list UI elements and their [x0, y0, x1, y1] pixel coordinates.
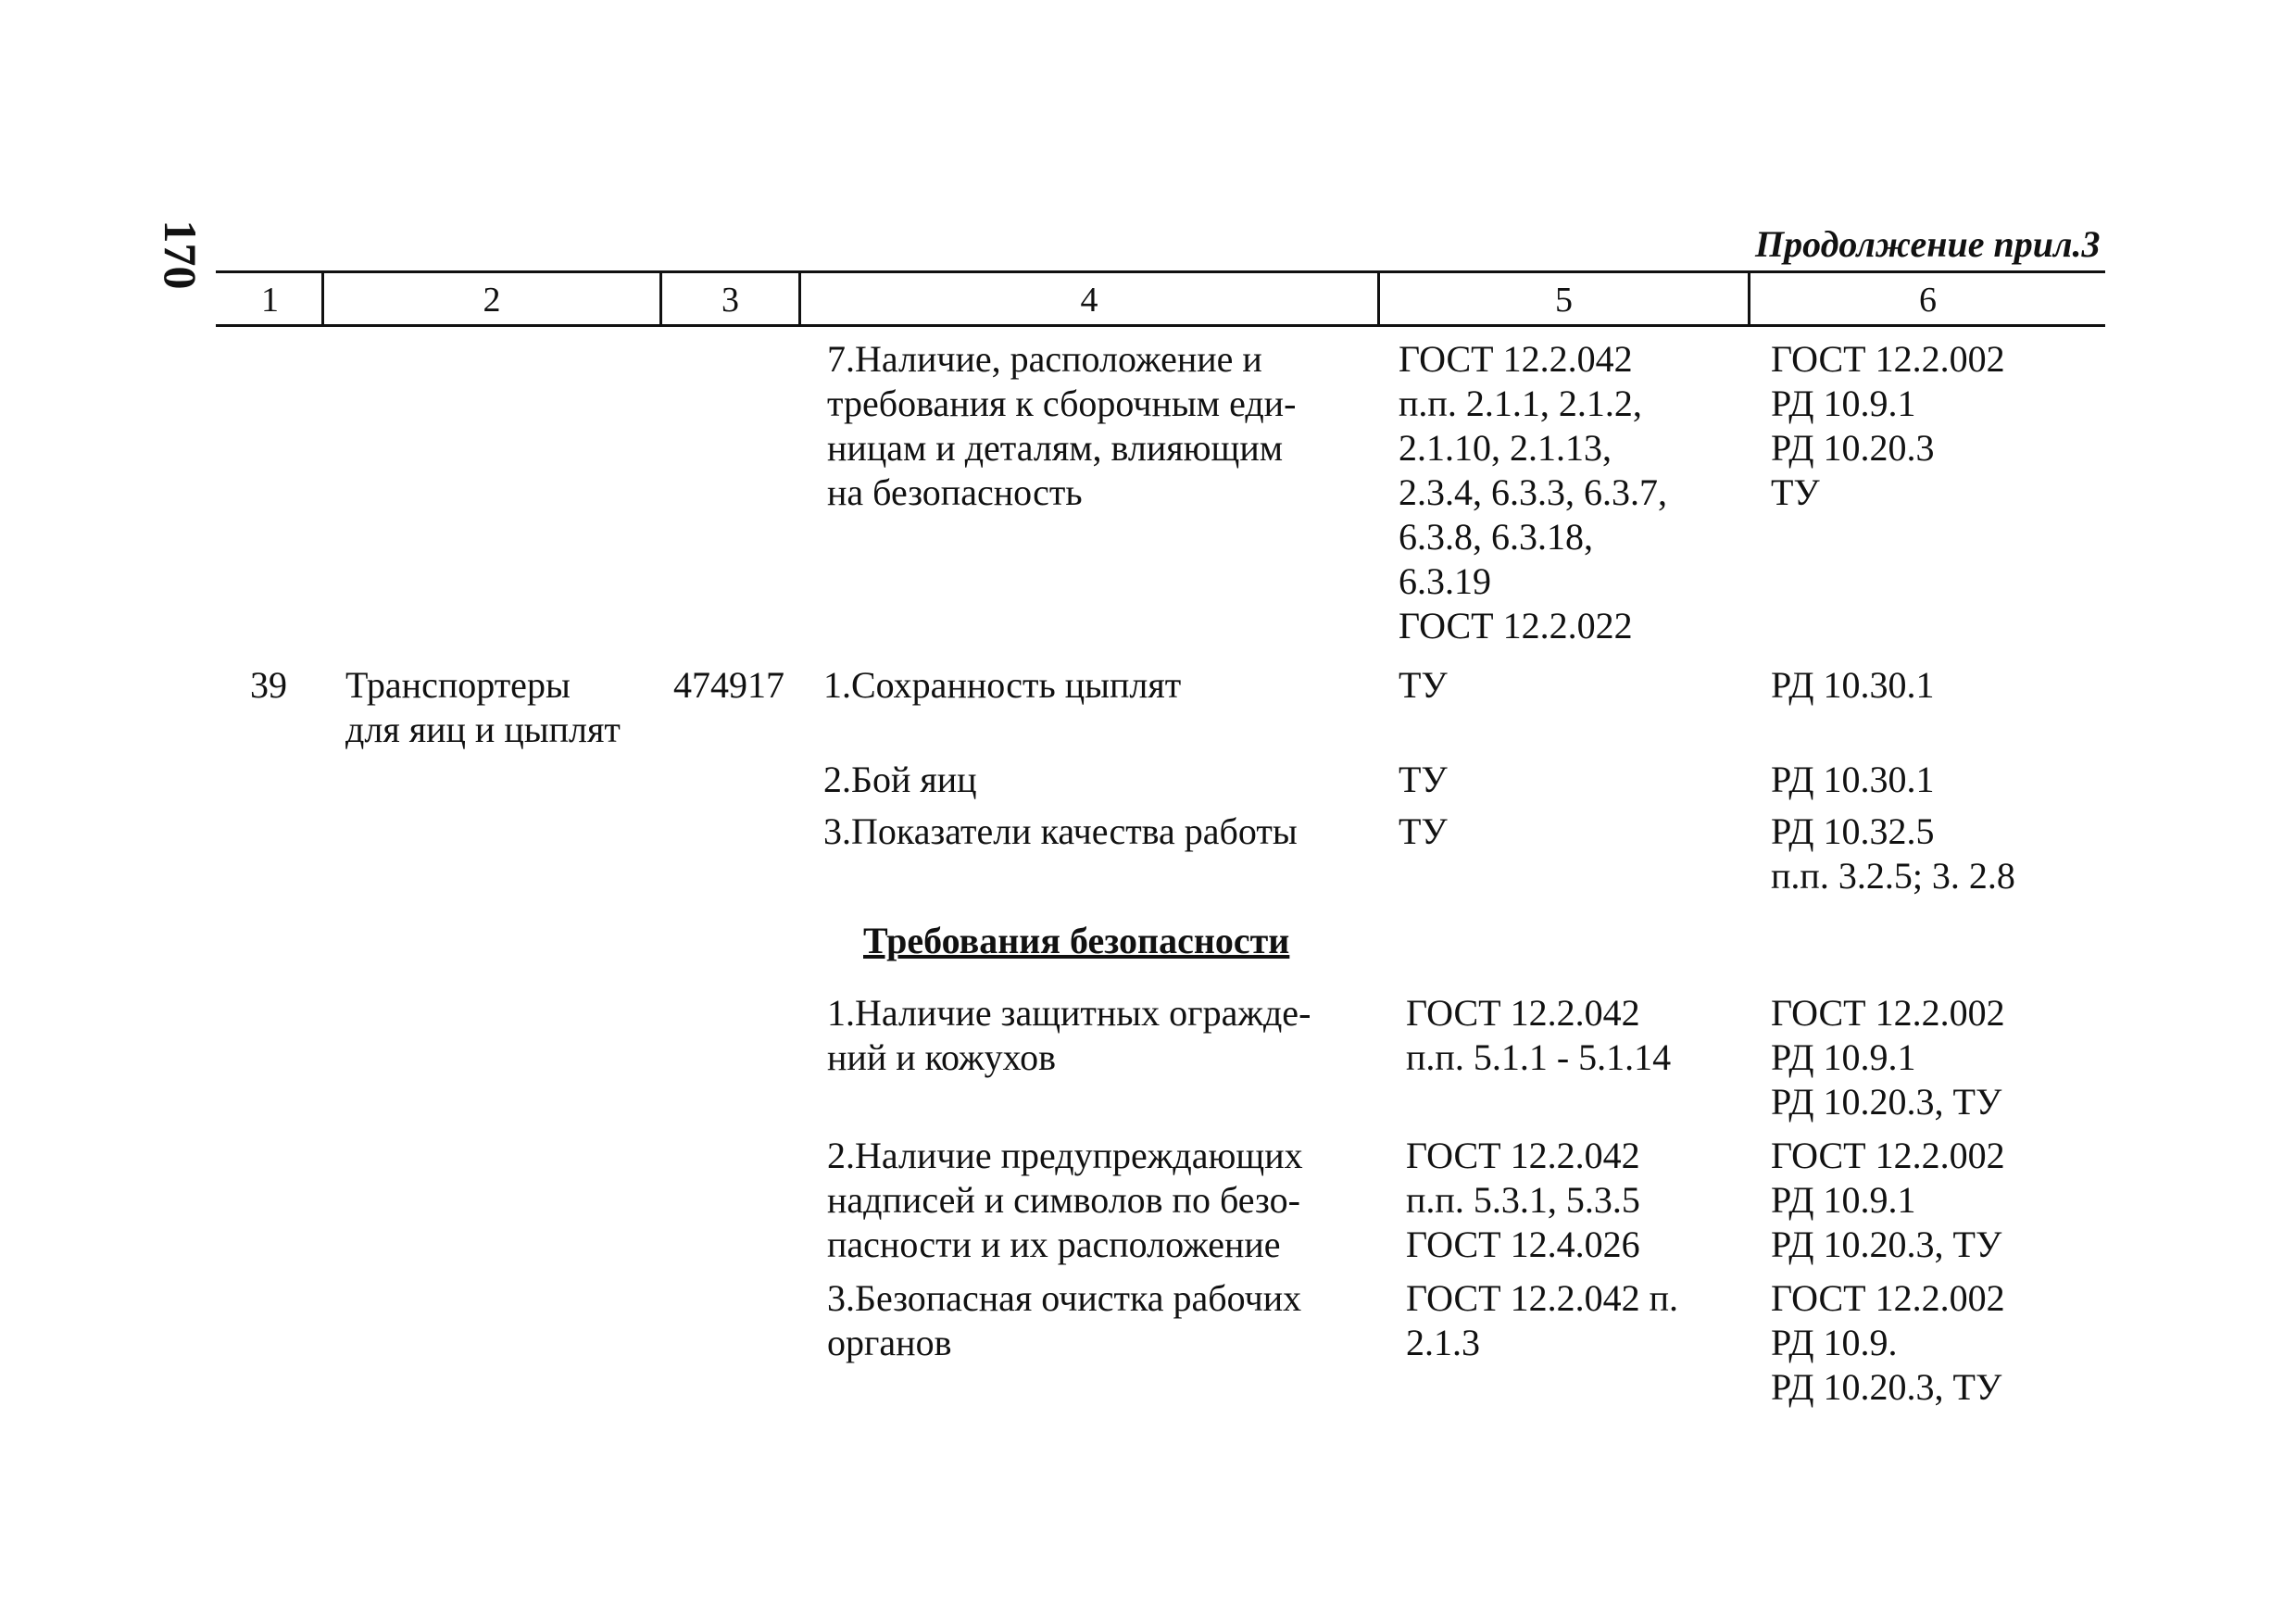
indicator-text: 3.Показатели качества работы: [823, 810, 1298, 852]
section-heading: Требования безопасности: [863, 920, 1290, 961]
safety-doc: ГОСТ 12.2.002 РД 10.9.1 РД 10.20.3, ТУ: [1771, 1135, 2005, 1265]
doc-text: РД 10.32.5 п.п. 3.2.5; 3. 2.8: [1771, 810, 2015, 897]
method-text: ТУ: [1399, 759, 1448, 800]
header-bottom-rule: [216, 324, 2105, 327]
column-header-6: 6: [1919, 281, 1937, 320]
block1-indicator: 7.Наличие, расположение и требования к сборочным еди- ницам и деталям, влияющим на безопасность: [827, 338, 1297, 513]
indicator-text: 1.Сохранность цыплят: [823, 664, 1182, 706]
continuation-label: Продолжение прил.3: [1755, 223, 2101, 265]
header-top-rule: [216, 270, 2105, 273]
column-header-5: 5: [1555, 281, 1573, 320]
block1-method: ГОСТ 12.2.042 п.п. 2.1.1, 2.1.2, 2.1.10, 2.1.13, 2.3.4, 6.3.3, 6.3.7, 6.3.8, 6.3.18, 6.3.19 ГОСТ 12.2.022: [1399, 338, 1667, 646]
safety-method: ГОСТ 12.2.042 п. 2.1.3: [1406, 1277, 1679, 1363]
column-header-3: 3: [721, 281, 739, 320]
safety-indicator: 3.Безопасная очистка рабочих органов: [827, 1277, 1302, 1363]
column-header-2: 2: [483, 281, 501, 320]
row-product-name: Транспортеры для яиц и цыплят: [345, 664, 621, 750]
row-code: 474917: [673, 664, 784, 706]
safety-doc: ГОСТ 12.2.002 РД 10.9.1 РД 10.20.3, ТУ: [1771, 992, 2005, 1123]
safety-doc: ГОСТ 12.2.002 РД 10.9. РД 10.20.3, ТУ: [1771, 1277, 2005, 1408]
column-header-1: 1: [261, 281, 279, 320]
safety-method: ГОСТ 12.2.042 п.п. 5.3.1, 5.3.5 ГОСТ 12.4.026: [1406, 1135, 1640, 1265]
method-text: ТУ: [1399, 810, 1448, 852]
safety-indicator: 1.Наличие защитных огражде- ний и кожухов: [827, 992, 1311, 1078]
block1-doc: ГОСТ 12.2.002 РД 10.9.1 РД 10.20.3 ТУ: [1771, 338, 2005, 513]
safety-indicator: 2.Наличие предупреждающих надписей и символов по безо- пасности и их расположение: [827, 1135, 1303, 1265]
doc-text: РД 10.30.1: [1771, 664, 1935, 706]
method-text: ТУ: [1399, 664, 1448, 706]
row-number: 39: [250, 664, 287, 706]
page-number: 170: [155, 220, 207, 290]
safety-method: ГОСТ 12.2.042 п.п. 5.1.1 - 5.1.14: [1406, 992, 1672, 1078]
doc-text: РД 10.30.1: [1771, 759, 1935, 800]
indicator-text: 2.Бой яиц: [823, 759, 977, 800]
column-header-4: 4: [1080, 281, 1098, 320]
